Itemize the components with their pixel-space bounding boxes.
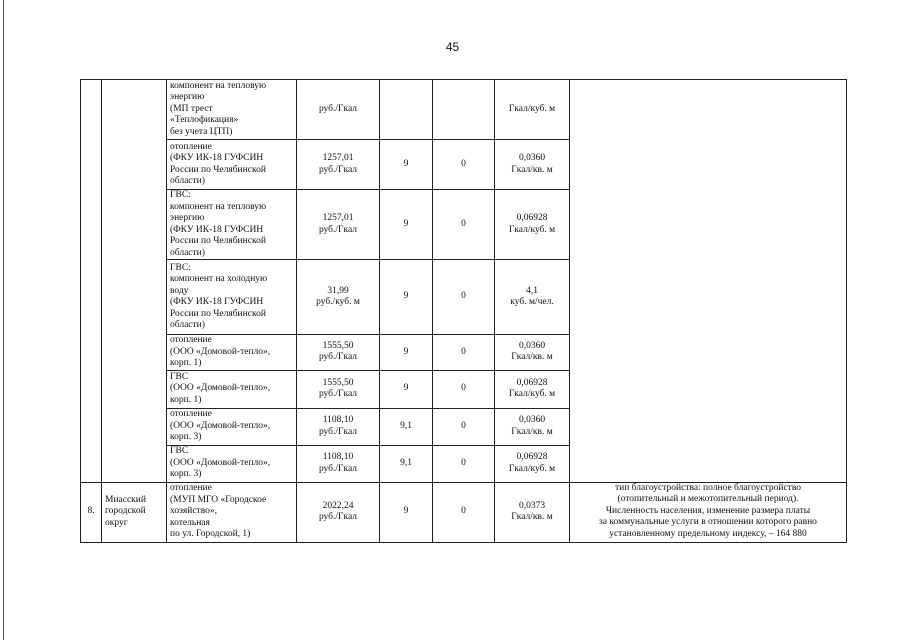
row-number-cell: [81, 80, 102, 483]
service-provider-cell: ГВС (ООО «Домовой-тепло», корп. 3): [167, 445, 297, 482]
index-cell: 9,1: [380, 408, 433, 445]
table-row-miass: [81, 482, 847, 542]
tariff-cell: 1108,10 руб./Гкал: [297, 408, 380, 445]
tariff-table: [80, 79, 847, 543]
growth-cell: 0: [433, 140, 495, 190]
service-provider-cell: отопление (МУП МГО «Городское хозяйство», котельная по ул. Городской, 1): [167, 482, 297, 542]
tariff-cell: 1257,01 руб./Гкал: [297, 190, 380, 260]
growth-cell: 0: [433, 408, 495, 445]
tariff-cell: 1257,01 руб./Гкал: [297, 140, 380, 190]
municipality-cell: [102, 80, 167, 483]
growth-cell: 0: [433, 370, 495, 408]
index-cell: 9: [380, 482, 433, 542]
growth-cell: 0: [433, 445, 495, 482]
row-number-cell: 8.: [81, 482, 102, 542]
service-provider-cell: отопление (ФКУ ИК-18 ГУФСИН России по Челябинской области): [167, 140, 297, 190]
table-row: [81, 80, 847, 140]
growth-cell: [433, 80, 495, 140]
service-provider-cell: ГВС: компонент на холодную воду (ФКУ ИК-18 ГУФСИН России по Челябинской области): [167, 260, 297, 335]
norm-cell: 0,06928 Гкал/куб. м: [495, 445, 570, 482]
tariff-cell: руб./Гкал: [297, 80, 380, 140]
growth-cell: 0: [433, 482, 495, 542]
norm-cell: 4,1 куб. м/чел.: [495, 260, 570, 335]
scan-edge-line: [3, 0, 4, 640]
norm-cell: 0,06928 Гкал/куб. м: [495, 190, 570, 260]
tariff-cell: 31,99 руб./куб. м: [297, 260, 380, 335]
service-provider-cell: ГВС: компонент на тепловую энергию (ФКУ ИК-18 ГУФСИН России по Челябинской области): [167, 190, 297, 260]
growth-cell: 0: [433, 335, 495, 371]
service-provider-cell: отопление (ООО «Домовой-тепло», корп. 3): [167, 408, 297, 445]
page-number: 45: [445, 40, 460, 54]
index-cell: 9: [380, 260, 433, 335]
municipality-cell: Миасский городской округ: [102, 482, 167, 542]
index-cell: [380, 80, 433, 140]
norm-cell: 0,06928 Гкал/куб. м: [495, 370, 570, 408]
norm-cell: Гкал/куб. м: [495, 80, 570, 140]
norm-cell: 0,0360 Гкал/кв. м: [495, 408, 570, 445]
norm-cell: 0,0373 Гкал/кв. м: [495, 482, 570, 542]
service-provider-cell: отопление (ООО «Домовой-тепло», корп. 1): [167, 335, 297, 371]
index-cell: 9: [380, 335, 433, 371]
note-cell: тип благоустройства: полное благоустройство (отопительный и межотопительный период). Численность населения, изменение размера платы за коммунальные услуги в отношении которого равно установленному предельному индексу, – 164 880: [570, 482, 847, 542]
growth-cell: 0: [433, 190, 495, 260]
tariff-cell: 2022,24 руб./Гкал: [297, 482, 380, 542]
norm-cell: 0,0360 Гкал/кв. м: [495, 140, 570, 190]
tariff-cell: 1108,10 руб./Гкал: [297, 445, 380, 482]
index-cell: 9,1: [380, 445, 433, 482]
index-cell: 9: [380, 370, 433, 408]
note-cell: [570, 80, 847, 483]
tariff-cell: 1555,50 руб./Гкал: [297, 335, 380, 371]
norm-cell: 0,0360 Гкал/кв. м: [495, 335, 570, 371]
growth-cell: 0: [433, 260, 495, 335]
service-provider-cell: ГВС (ООО «Домовой-тепло», корп. 1): [167, 370, 297, 408]
tariff-cell: 1555,50 руб./Гкал: [297, 370, 380, 408]
index-cell: 9: [380, 140, 433, 190]
service-provider-cell: компонент на тепловую энергию (МП трест «Теплофикация» без учета ЦТП): [167, 80, 297, 140]
index-cell: 9: [380, 190, 433, 260]
